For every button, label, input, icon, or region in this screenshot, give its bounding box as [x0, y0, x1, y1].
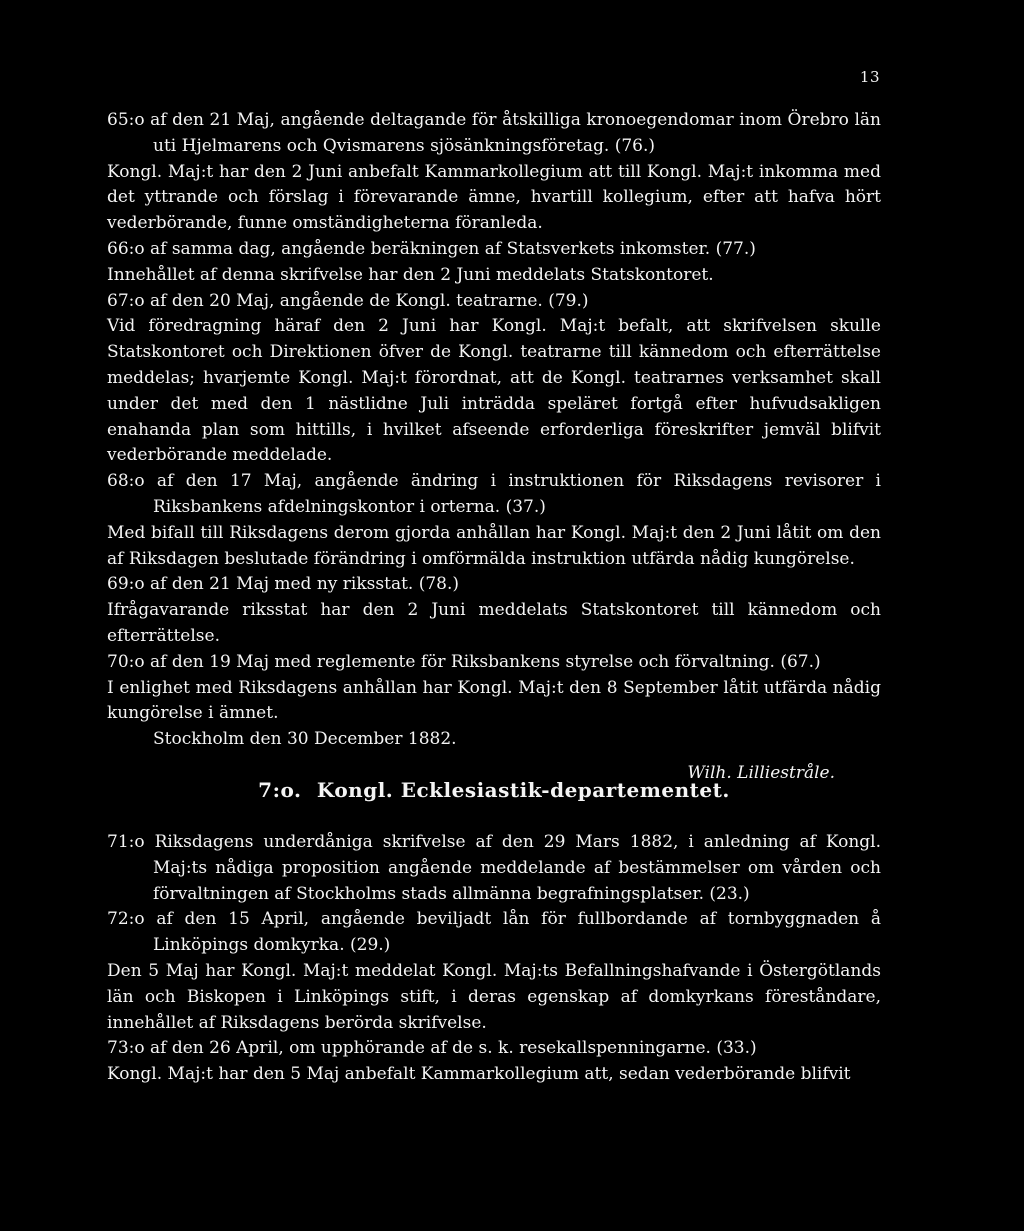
entry-paragraph: 71:o Riksdagens underdåniga skrifvelse af den 29 Mars 1882, i anledning af Kongl. Maj:ts nådiga proposition angående meddelande af bestämmelser om vården och förvaltningen af Stockholms stads allmänna begrafningsplatser. (23.): [107, 832, 881, 904]
note-paragraph: Kongl. Maj:t har den 2 Juni anbefalt Kammarkollegium att till Kongl. Maj:t inkomma med det yttrande och förslag i förevarande ämne, hvartill kollegium, efter att hafva hört vederbörande, funne omständigheterna föranleda.: [107, 161, 881, 234]
entry-paragraph: 66:o af samma dag, angående beräkningen af Statsverkets inkomster. (77.): [107, 238, 756, 259]
note-paragraph: Med bifall till Riksdagens derom gjorda anhållan har Kongl. Maj:t den 2 Juni låtit om den af Riksdagen beslutade förändring i omförmälda instruktion utfärda nådig kungörelse.: [107, 522, 881, 569]
entry-paragraph: 70:o af den 19 Maj med reglemente för Riksbankens styrelse och förvaltning. (67.): [107, 651, 821, 672]
entry-paragraph: 68:o af den 17 Maj, angående ändring i instruktionen för Riksdagens revisorer i Riksbankens afdelningskontor i orterna. (37.): [107, 471, 881, 517]
signature: Wilh. Lilliestråle.: [687, 762, 835, 783]
note-paragraph: Innehållet af denna skrifvelse har den 2 Juni meddelats Statskontoret.: [107, 264, 714, 285]
note-paragraph: Ifrågavarande riksstat har den 2 Juni meddelats Statskontoret till kännedom och efterrättelse.: [107, 600, 881, 646]
section-heading: [107, 778, 881, 802]
entry-paragraph: 67:o af den 20 Maj, angående de Kongl. teatrarne. (79.): [107, 290, 589, 311]
entry-paragraph: 72:o af den 15 April, angående beviljadt lån för fullbordande af tornbyggnaden å Linköpings domkyrka. (29.): [107, 909, 881, 956]
page-number: 13: [859, 68, 880, 86]
note-paragraph: I enlighet med Riksdagens anhållan har Kongl. Maj:t den 8 September låtit utfärda nådig kungörelse i ämnet.: [107, 677, 881, 724]
note-paragraph: Vid föredragning häraf den 2 Juni har Kongl. Maj:t befalt, att skrifvelsen skulle Statskontoret och Direktionen öfver de Kongl. teatrarne till kännedom och efterrättelse meddelas; hvarjemte Kongl. Maj:t förordnat, att de Kongl. teatrarnes verksamhet skall under det med den 1 nästlidne Juli inträdda speläret fortgå efter hufvudsakligen enahanda plan som hittills, i hvilket afseende erforderliga föreskrifter jemväl blifvit vederbörande meddelade.: [107, 316, 881, 466]
section-title: Kongl. Ecklesiastik-departementet.: [316, 778, 730, 802]
entry-paragraph: 65:o af den 21 Maj, angående deltagande för åtskilliga kronoegendomar inom Örebro län uti Hjelmarens och Qvismarens sjösänkningsföretag. (76.): [107, 110, 881, 156]
note-paragraph: Den 5 Maj har Kongl. Maj:t meddelat Kongl. Maj:ts Befallningshafvande i Östergötlands län och Biskopen i Linköpings stift, i deras egenskap af domkyrkans föreståndare, innehållet af Riksdagens berörda skrifvelse.: [107, 960, 881, 1033]
entry-paragraph: 69:o af den 21 Maj med ny riksstat. (78.): [107, 574, 460, 595]
date-line: Stockholm den 30 December 1882.: [153, 729, 457, 750]
section-number: 7:o.: [258, 778, 302, 802]
text-block-upper: [107, 108, 881, 787]
entry-paragraph: 73:o af den 26 April, om upphörande af de s. k. resekallspenningarne. (33.): [107, 1038, 757, 1059]
text-block-lower: [107, 830, 881, 1088]
note-paragraph: Kongl. Maj:t har den 5 Maj anbefalt Kammarkollegium att, sedan vederbörande blifvit: [107, 1064, 851, 1085]
